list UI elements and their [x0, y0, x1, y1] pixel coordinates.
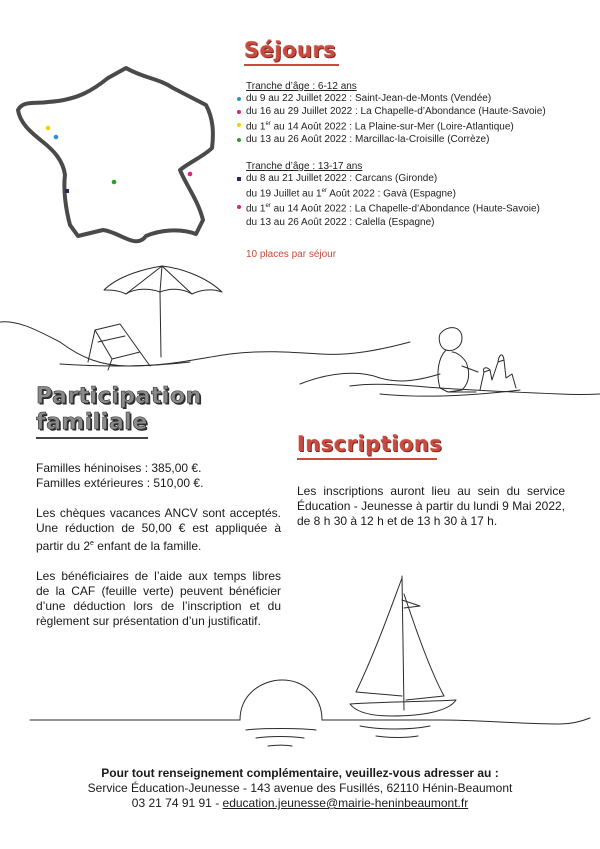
stay-item: [237, 92, 587, 105]
inscriptions-text: Les inscriptions auront lieu au sein du service Éducation - Jeunesse à partir du lundi 9 Mai 2022, de 8 h 30 à 12 h et de 13 h 30 à 17 h.: [297, 484, 565, 528]
age-group-1-list: [237, 92, 587, 146]
stay-item-text: du 16 au 29 Juillet 2022 : La Chapelle-d’Abondance (Haute-Savoie): [246, 106, 546, 117]
stay-item-text: du 8 au 21 Juillet 2022 : Carcans (Gironde): [246, 173, 438, 184]
participation-title-line1: Participation: [36, 384, 202, 409]
deck-chair: [88, 324, 150, 370]
price-heninoises: Familles héninoises : 385,00 €.: [36, 461, 202, 475]
participation-title-underline: [36, 437, 148, 439]
stay-item-text: du 1: [246, 121, 266, 133]
footer-contact: [0, 796, 600, 811]
sailboat-illustration: [0, 570, 600, 755]
participation-title-line2: familiale: [36, 410, 148, 435]
stay-item-sup: er: [265, 203, 271, 210]
map-dot-blue: [54, 135, 59, 140]
participation-title: [36, 384, 202, 439]
bullet-dot: [237, 110, 241, 114]
inscriptions-title-underline: [297, 458, 437, 460]
stay-item: [237, 133, 587, 146]
stay-item-text: du 13 au 26 Août 2022 : Marcillac-la-Croisille (Corrèze): [246, 134, 490, 146]
stay-item-text: du 19 Juillet au 1: [246, 188, 322, 200]
age-group-2-list: [237, 172, 587, 229]
footer: [0, 766, 600, 811]
age-group-2: [237, 161, 587, 229]
stay-item: [237, 216, 587, 229]
stay-item: [237, 172, 587, 185]
map-dot-pink: [188, 172, 193, 177]
footer-phone: 03 21 74 91 91 -: [131, 796, 223, 810]
stay-item: [237, 200, 587, 215]
ground-line: [0, 322, 410, 366]
bullet-square: [237, 177, 241, 181]
stay-item-text-post: Août 2022 : Gavà (Espagne): [326, 188, 456, 200]
footer-email-link[interactable]: education.jeunesse@mairie-heninbeaumont.fr: [222, 796, 469, 810]
ancv-text: Les chèques vacances ANCV sont acceptés. Une réduction de 50,00 € est appliquée à partir du 2: [36, 506, 281, 553]
ancv-paragraph: [36, 506, 281, 554]
bullet-dot: [237, 138, 241, 142]
horizon-line: [30, 718, 590, 724]
age-group-1-heading: Tranche d’âge : 6-12 ans: [246, 81, 357, 92]
ancv-text-post: enfant de la famille.: [93, 539, 202, 553]
stay-item-text-post: au 14 Août 2022 : La Chapelle-d’Abondance (Haute-Savoie): [270, 203, 540, 215]
places-note: 10 places par séjour: [246, 249, 337, 260]
stay-item: [237, 118, 587, 133]
age-group-1: [237, 81, 587, 146]
sandcastle: [480, 355, 516, 390]
umbrella-canopy: [104, 266, 222, 294]
stay-item: [237, 185, 587, 200]
sailboat-main-sail: [356, 578, 402, 696]
map-dot-green: [112, 180, 117, 185]
sejours-title-text: Séjours: [244, 38, 337, 62]
sailboat-hull: [350, 700, 456, 716]
price-exterieures: Familles extérieures : 510,00 €.: [36, 476, 204, 490]
sun: [240, 680, 322, 720]
age-group-2-heading: Tranche d’âge : 13-17 ans: [246, 161, 363, 172]
sejours-title-underline: [244, 64, 339, 66]
stay-item-text: du 9 au 22 Juillet 2022 : Saint-Jean-de-Monts (Vendée): [246, 93, 492, 104]
map-dot-navy: [65, 189, 69, 193]
map-dot-yellow: [46, 126, 51, 131]
stay-item-text: du 13 au 26 Août 2022 : Calella (Espagne): [246, 216, 435, 228]
bullet-dot: [237, 205, 241, 209]
stay-item-text-post: au 14 Août 2022 : La Plaine-sur-Mer (Loire-Atlantique): [270, 121, 514, 133]
bullet-dot: [237, 97, 241, 101]
umbrella-pole: [160, 292, 161, 357]
footer-heading: Pour tout renseignement complémentaire, veuillez-vous adresser au :: [101, 766, 499, 780]
footer-address: Service Éducation-Jeunesse - 143 avenue des Fusillés, 62110 Hénin-Beaumont: [87, 781, 513, 795]
child: [438, 328, 478, 392]
sailboat-flag: [402, 600, 420, 608]
stay-item: [237, 105, 587, 118]
inscriptions-title-text: Inscriptions: [297, 432, 443, 456]
stay-item-text: du 1: [246, 203, 266, 215]
stay-item-sup: er: [321, 188, 327, 194]
france-outline: [18, 68, 213, 241]
caf-paragraph: Les bénéficiaires de l’aide aux temps libres de la CAF (feuille verte) peuvent bénéficier d’une déduction lors de l’inscription et du règlement sur présentation d’un justificatif.: [36, 569, 281, 628]
ancv-sup: e: [90, 540, 94, 547]
sejours-title: [244, 38, 339, 66]
sailboat-jib: [404, 594, 444, 700]
inscriptions-title: [297, 432, 442, 460]
bullet-dot: [237, 123, 241, 127]
sailboat-mast: [402, 576, 404, 710]
france-map: [8, 60, 233, 250]
stay-item-sup: er: [265, 121, 271, 127]
